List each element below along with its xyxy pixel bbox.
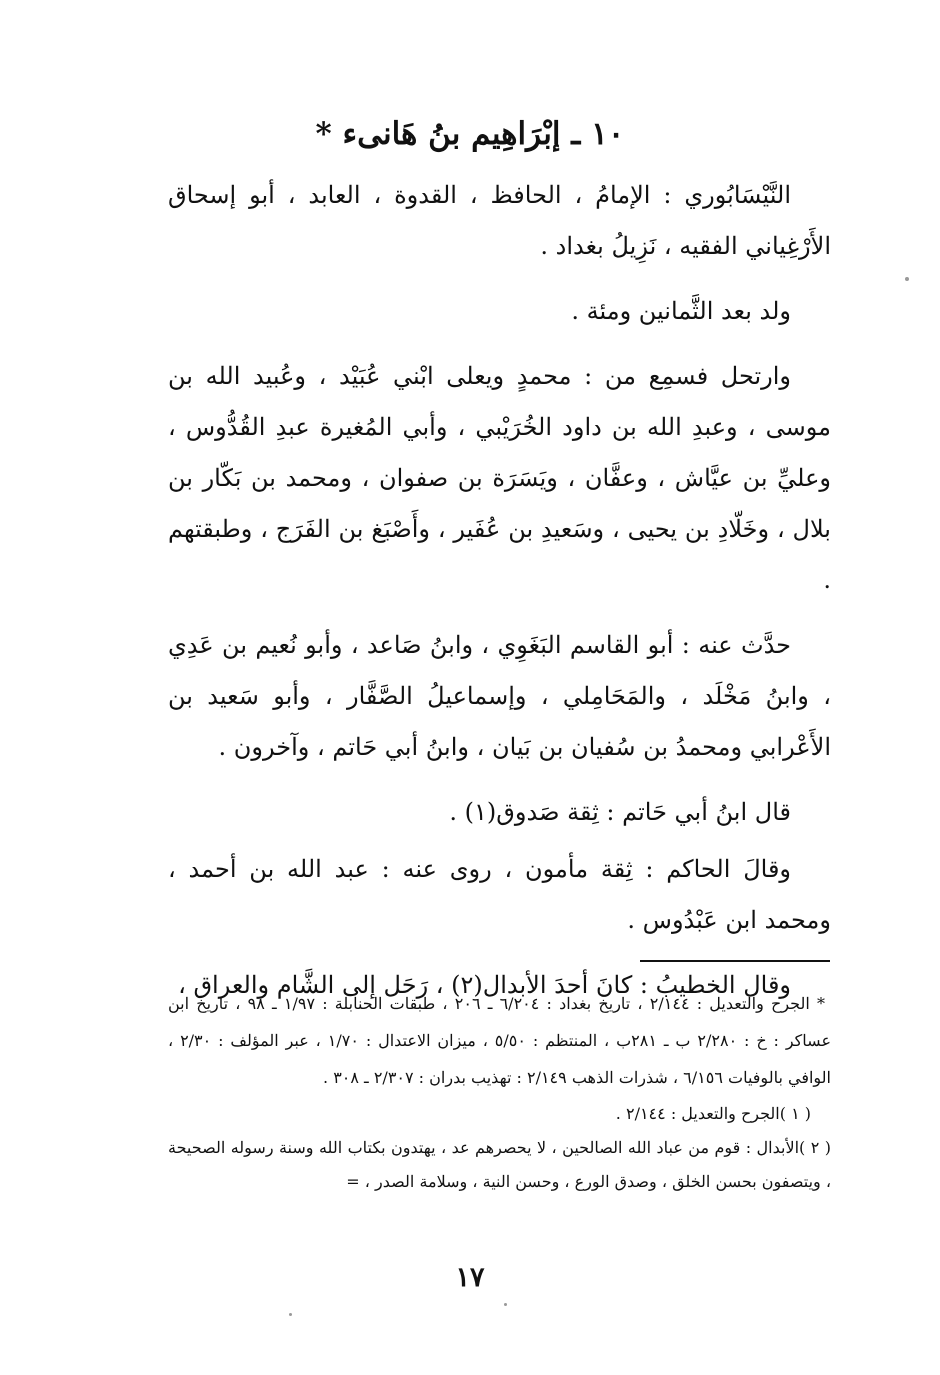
footnote-sources: * الجرح والتعديل : ٢/١٤٤ ، تاريخ بغداد : ٦/٢٠٤ ـ ٢٠٦ ، طبقات الحنابلة : ١/٩٧ ـ ٩٨ ، تاريخ ابن عساكر : خ : ٢/٢٨٠ ب ـ ٢٨١ب ، المنتظم : ٥/٥٠ ، ميزان الاعتدال : ١/٧٠ ، عبر المؤلف : ٢/٣٠ ، الوافي بالوفيات ٦/١٥٦ ، شذرات الذهب ٢/١٤٩ : تهذيب بدران : ٢/٣٠٧ ـ ٣٠٨ . <box>168 994 831 1087</box>
page-number: ١٧ <box>455 1262 485 1293</box>
scan-speck <box>289 1313 292 1316</box>
footnote-separator <box>640 960 830 962</box>
scan-speck <box>504 1303 507 1306</box>
body-text <box>168 170 831 1025</box>
paragraph-hakim: وقالَ الحاكم : ثِقة مأمون ، روى عنه : عبد الله بن أحمد ، ومحمد ابن عَبْدُوس . <box>168 855 831 934</box>
paragraph-students: حدَّث عنه : أبو القاسم البَغَوِي ، وابنُ صَاعد ، وأبو نُعيم بن عَدِي ، وابنُ مَخْلَد ، والمَحَامِلي ، وإسماعيلُ الصَّفَّار ، وأبو سَعيد بن الأَعْرابي ومحمدُ بن سُفيان بن بَيان ، وابنُ أبي حَاتم ، وآخرون . <box>168 631 831 761</box>
footnotes <box>168 985 831 1199</box>
paragraph-nisba: النَّيْسَابُوري : الإمامُ ، الحافظ ، القدوة ، العابد ، أبو إسحاق الأَرْغِياني الفقيه ، نَزِيلُ بغداد . <box>168 181 831 260</box>
footnote-2: ( ٢ )الأبدال : قوم من عباد الله الصالحين ، لا يحصرهم عد ، يهتدون بكتاب الله وسنة رسوله الصحيحة ، ويتصفون بحسن الخلق ، وصدق الورع ، وحسن النية ، وسلامة الصدر ، = <box>168 1138 832 1191</box>
paragraph-birth: ولد بعد الثَّمانين ومئة . <box>571 297 791 325</box>
scan-speck <box>905 277 909 281</box>
paragraph-khatib: وقال الخطيبُ : كانَ أحدَ الأبدال(٢) ، رَحَل إلى الشَّام والعراق ، <box>178 971 791 999</box>
entry-title: ١٠ ـ إبْرَاهِيم بنُ هَانىء * <box>315 116 625 152</box>
footnote-1: ( ١ )الجرح والتعديل : ٢/١٤٤ . <box>615 1104 811 1123</box>
paragraph-ibn-abi-hatim: قال ابنُ أبي حَاتم : ثِقة صَدوق(١) . <box>449 798 791 826</box>
paragraph-teachers: وارتحل فسمِع من : محمدٍ ويعلى ابْني عُبَيْد ، وعُبيد الله بن موسى ، وعبدِ الله بن داود الخُرَيْبي ، وأبي المُغيرة عبدِ القُدُّوس ، وعليِّ بن عيَّاش ، وعفَّان ، ويَسَرَة بن صفوان ، ومحمد بن بَكّار بن بلال ، وخَلّادِ بن يحيى ، وسَعيدِ بن عُفَير ، وأَصْبَغ بن الفَرَج ، وطبقتهم . <box>168 362 831 594</box>
